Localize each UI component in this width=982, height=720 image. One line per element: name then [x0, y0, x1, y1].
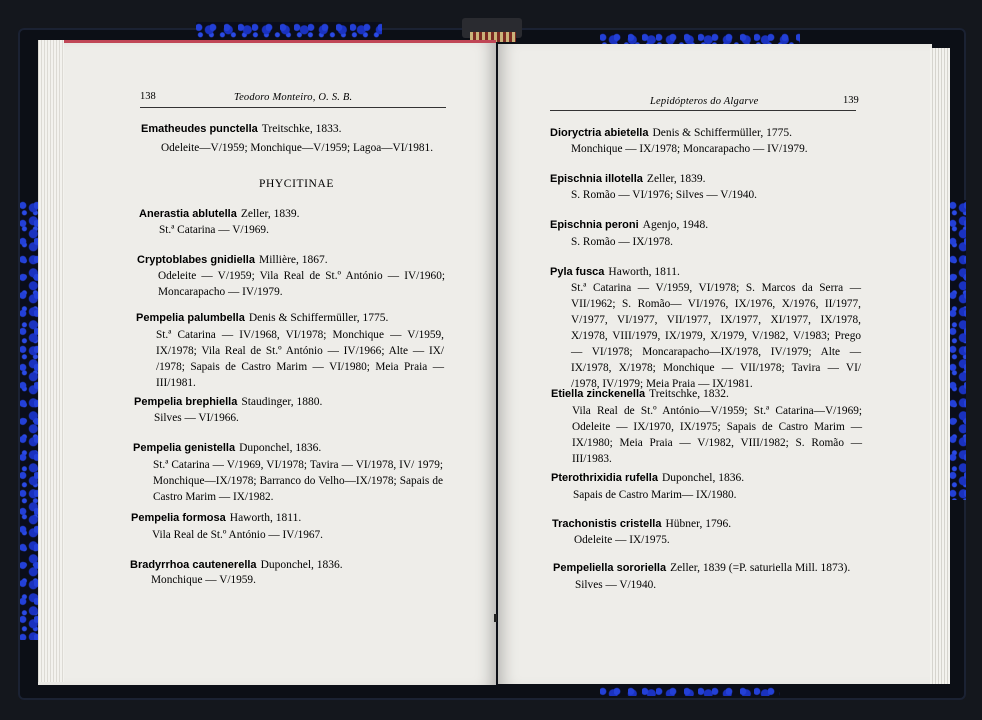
- species-entry: [551, 384, 729, 402]
- species-author: Denis & Schiffermüller, 1775.: [652, 127, 792, 139]
- species-author: Staudinger, 1880.: [241, 396, 323, 408]
- locality-records: Odeleite — IX/1975.: [574, 534, 670, 546]
- species-author: Denis & Schiffermüller, 1775.: [248, 312, 389, 324]
- species-entry: [552, 514, 731, 532]
- species-name: Bradyrrhoa cautenerella: [130, 559, 257, 571]
- species-entry: [550, 262, 680, 280]
- locality-records: Monchique — IX/1978; Moncarapacho — IV/1979.: [571, 143, 808, 155]
- species-name: Pempelia palumbella: [136, 312, 245, 324]
- species-entry: [133, 438, 321, 456]
- species-name: Pyla fusca: [550, 266, 605, 278]
- left-header-rule: [140, 107, 446, 108]
- right-running-head: Lepidópteros do Algarve: [650, 96, 759, 107]
- species-author: Haworth, 1811.: [229, 512, 302, 524]
- species-name: Ematheudes punctella: [141, 123, 258, 135]
- left-page-number: 138: [140, 91, 156, 102]
- species-author: Haworth, 1811.: [608, 266, 680, 278]
- species-author: Duponchel, 1836.: [260, 559, 343, 571]
- species-name: Pempeliella sororiella: [553, 562, 667, 574]
- locality-records: St.ª Catarina — V/1969.: [159, 224, 269, 236]
- species-name: Cryptoblabes gnidiella: [137, 254, 255, 266]
- species-author: Millière, 1867.: [258, 254, 328, 266]
- right-page-number: 139: [843, 95, 859, 106]
- marbled-board-right-edge: [950, 200, 966, 500]
- gutter-mark: [494, 614, 497, 622]
- species-name: Pempelia genistella: [133, 442, 236, 454]
- species-entry: [550, 123, 792, 141]
- right-header-rule: [550, 110, 856, 111]
- species-name: Dioryctria abietella: [550, 127, 649, 139]
- species-author: Zeller, 1839.: [240, 208, 300, 220]
- species-author: Agenjo, 1948.: [642, 219, 709, 231]
- locality-records: St.ª Catarina — IV/1968, VI/1978; Monchique — V/1959, IX/1978; Vila Real de St.º António — IV/1966; Alte — IX/ /1978; Sapais de Castro Marim — VI/1980; Meia Praia — III/1981.: [156, 329, 444, 389]
- species-entry: [550, 215, 708, 233]
- species-entry: [136, 308, 388, 326]
- species-author: Treitschke, 1832.: [649, 388, 729, 400]
- locality-records: St.ª Catarina — V/1969, VI/1978; Tavira — VI/1978, IV/ 1979; Monchique—IX/1978; Barranco do Velho—IX/1978; Sapais de Castro Marim — IX/1982.: [153, 459, 443, 503]
- species-name: Trachonistis cristella: [552, 518, 662, 530]
- locality-records: Silves — V/1940.: [575, 579, 657, 591]
- species-name: Anerastia ablutella: [139, 208, 237, 220]
- locality-records: Odeleite — V/1959; Vila Real de St.º António — IV/1960; Moncarapacho — IV/1979.: [158, 270, 445, 298]
- species-entry: [550, 169, 706, 187]
- species-entry: [130, 555, 343, 573]
- locality-records: S. Romão — VI/1976; Silves — V/1940.: [571, 189, 757, 201]
- locality-records: St.ª Catarina — V/1959, VI/1978; S. Marcos da Serra — VII/1962; S. Romão— VI/1976, IX/1976, X/1976, II/1977, V/1977, VI/1977, VII/1977, IX/1977, XI/1977, IX/1978, X/1978, VIII/1979, IX/1979, X/1979, V/1982, V/1983; Prego — VI/1978; Moncarapacho—IX/1978, IV/1979; Alte — IX/1978, X/1978; Monchique — VII/1978; Tavira — VI/ /1978, IV/1979; Meia Praia — IX/1981.: [571, 282, 861, 390]
- locality-records: S. Romão — IX/1978.: [571, 236, 673, 248]
- subfamily-heading: PHYCITINAE: [259, 178, 334, 190]
- species-name: Etiella zinckenella: [551, 388, 646, 400]
- species-author: Zeller, 1839 (=P. saturiella Mill. 1873).: [670, 562, 851, 574]
- locality-records: Vila Real de St.º António — IV/1967.: [152, 529, 324, 541]
- locality-records: Odeleite—V/1959; Monchique—V/1959; Lagoa—VI/1981.: [161, 142, 434, 154]
- species-name: Pempelia formosa: [131, 512, 226, 524]
- species-name: Epischnia peroni: [550, 219, 639, 231]
- species-name: Epischnia illotella: [550, 173, 643, 185]
- species-author: Duponchel, 1836.: [661, 472, 745, 484]
- marbled-board-left-top: [196, 22, 382, 38]
- species-entry: [137, 250, 328, 268]
- species-name: Pempelia brephiella: [134, 396, 238, 408]
- marbled-board-bottom: [600, 686, 780, 696]
- right-page-edges: [930, 48, 950, 684]
- species-author: Duponchel, 1836.: [239, 442, 322, 454]
- species-entry: [551, 468, 744, 486]
- species-entry: [139, 204, 299, 222]
- left-running-head: Teodoro Monteiro, O. S. B.: [234, 92, 353, 103]
- species-entry: [553, 558, 850, 576]
- left-page-edges: [38, 40, 64, 682]
- species-author: Zeller, 1839.: [646, 173, 706, 185]
- species-entry: [134, 392, 322, 410]
- locality-records: Vila Real de St.º António—V/1959; St.ª Catarina—V/1969; Odeleite — IX/1970, IX/1975; Sapais de Castro Marim — IX/1980; Meia Praia — V/1982, VIII/1982; S. Romão — III/1983.: [572, 405, 862, 465]
- species-name: Pterothrixidia rufella: [551, 472, 658, 484]
- marbled-board-right-top: [600, 32, 800, 44]
- locality-records: Sapais de Castro Marim— IX/1980.: [573, 489, 737, 501]
- species-author: Treitschke, 1833.: [261, 123, 342, 135]
- marbled-board-left-edge: [20, 200, 38, 640]
- species-entry: [131, 508, 301, 526]
- species-author: Hübner, 1796.: [665, 518, 732, 530]
- locality-records: Silves — VI/1966.: [154, 412, 239, 424]
- locality-records: Monchique — V/1959.: [151, 574, 256, 586]
- species-entry: [141, 119, 342, 137]
